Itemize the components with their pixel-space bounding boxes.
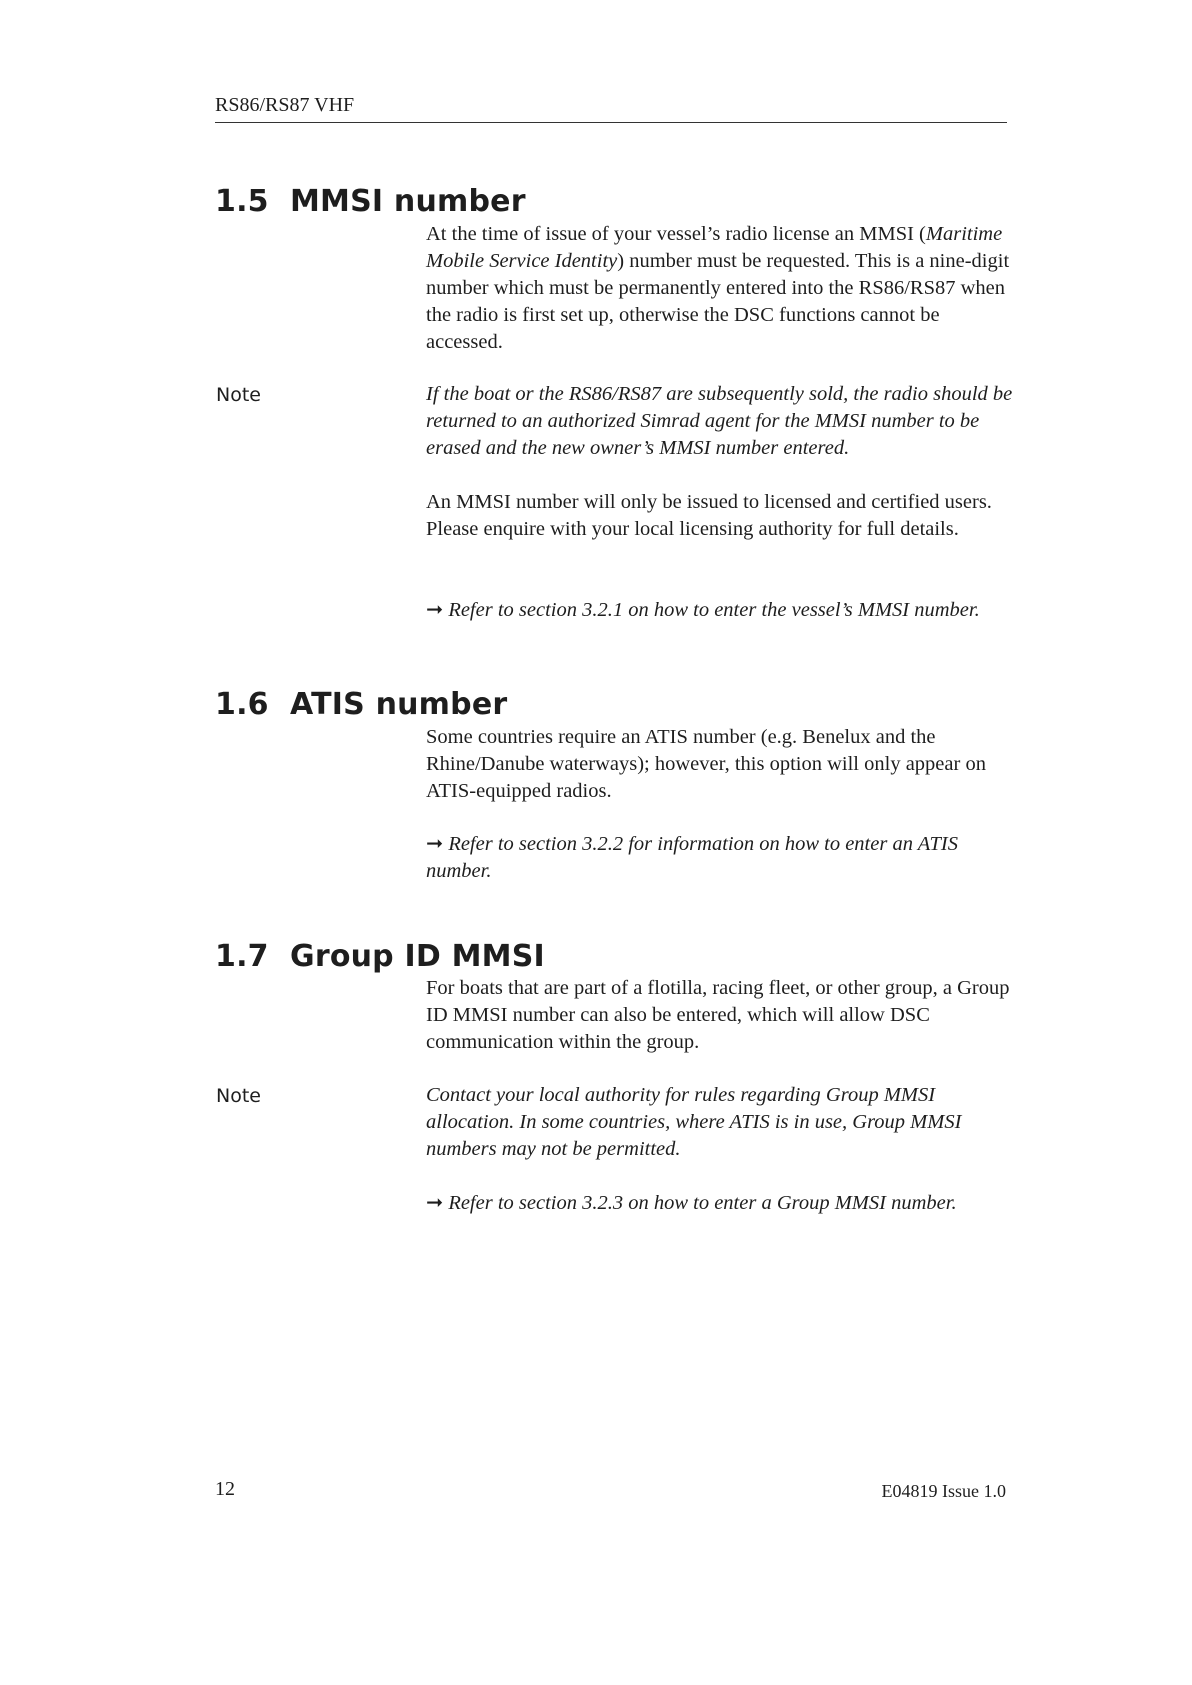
section-heading-1-7 xyxy=(215,939,545,975)
arrow-right-icon: ➞ xyxy=(426,833,444,855)
reference-text: Refer to section 3.2.3 on how to enter a Group MMSI number. xyxy=(448,1192,957,1214)
note-text: Contact your local authority for rules regarding Group MMSI allocation. In some countries, where ATIS is in use, Group MMSI numbers may not be permitted. xyxy=(426,1084,962,1160)
cross-reference xyxy=(426,597,1016,624)
section-1-5-body: An MMSI number will only be issued to licensed and certified users. Please enquire with your local licensing authority for full details. xyxy=(426,491,992,540)
document-id: E04819 Issue 1.0 xyxy=(881,1481,1006,1501)
section-number: 1.6 xyxy=(215,687,269,722)
cross-reference xyxy=(426,831,1016,885)
page-number: 12 xyxy=(215,1478,235,1500)
reference-text: Refer to section 3.2.1 on how to enter the vessel’s MMSI number. xyxy=(448,599,980,621)
section-number: 1.7 xyxy=(215,939,269,974)
section-1-6-body: Some countries require an ATIS number (e.g. Benelux and the Rhine/Danube waterways); however, this option will only appear on ATIS-equipped radios. xyxy=(426,726,986,802)
section-title: MMSI number xyxy=(290,184,526,219)
section-1-7-body: For boats that are part of a flotilla, racing fleet, or other group, a Group ID MMSI number can also be entered, which will allow DSC communication within the group. xyxy=(426,977,1010,1053)
section-1-5-intro xyxy=(426,221,1016,356)
note-text: If the boat or the RS86/RS87 are subsequently sold, the radio should be returned to an authorized Simrad agent for the MMSI number to be erased and the new owner’s MMSI number entered. xyxy=(426,383,1013,459)
running-header: RS86/RS87 VHF xyxy=(215,94,355,116)
section-number: 1.5 xyxy=(215,184,269,219)
note-label: Note xyxy=(216,384,261,406)
cross-reference xyxy=(426,1190,1016,1217)
intro-text: At the time of issue of your vessel’s radio license an MMSI ( xyxy=(426,223,926,245)
section-heading-1-5 xyxy=(215,184,526,220)
arrow-right-icon: ➞ xyxy=(426,1192,444,1214)
mmsi-expansion: Maritime Mobile Service Identity xyxy=(426,223,1003,272)
section-heading-1-6 xyxy=(215,687,507,723)
header-rule xyxy=(215,122,1007,123)
arrow-right-icon: ➞ xyxy=(426,599,444,621)
section-title: ATIS number xyxy=(290,687,508,722)
intro-text-continued: ) number must be requested. This is a nine-digit number which must be permanently entered into the RS86/RS87 when the radio is first set up, otherwise the DSC functions cannot be accessed. xyxy=(426,250,1010,353)
reference-text: Refer to section 3.2.2 for information on how to enter an ATIS number. xyxy=(426,833,958,882)
note-label: Note xyxy=(216,1085,261,1107)
section-title: Group ID MMSI xyxy=(290,939,545,974)
